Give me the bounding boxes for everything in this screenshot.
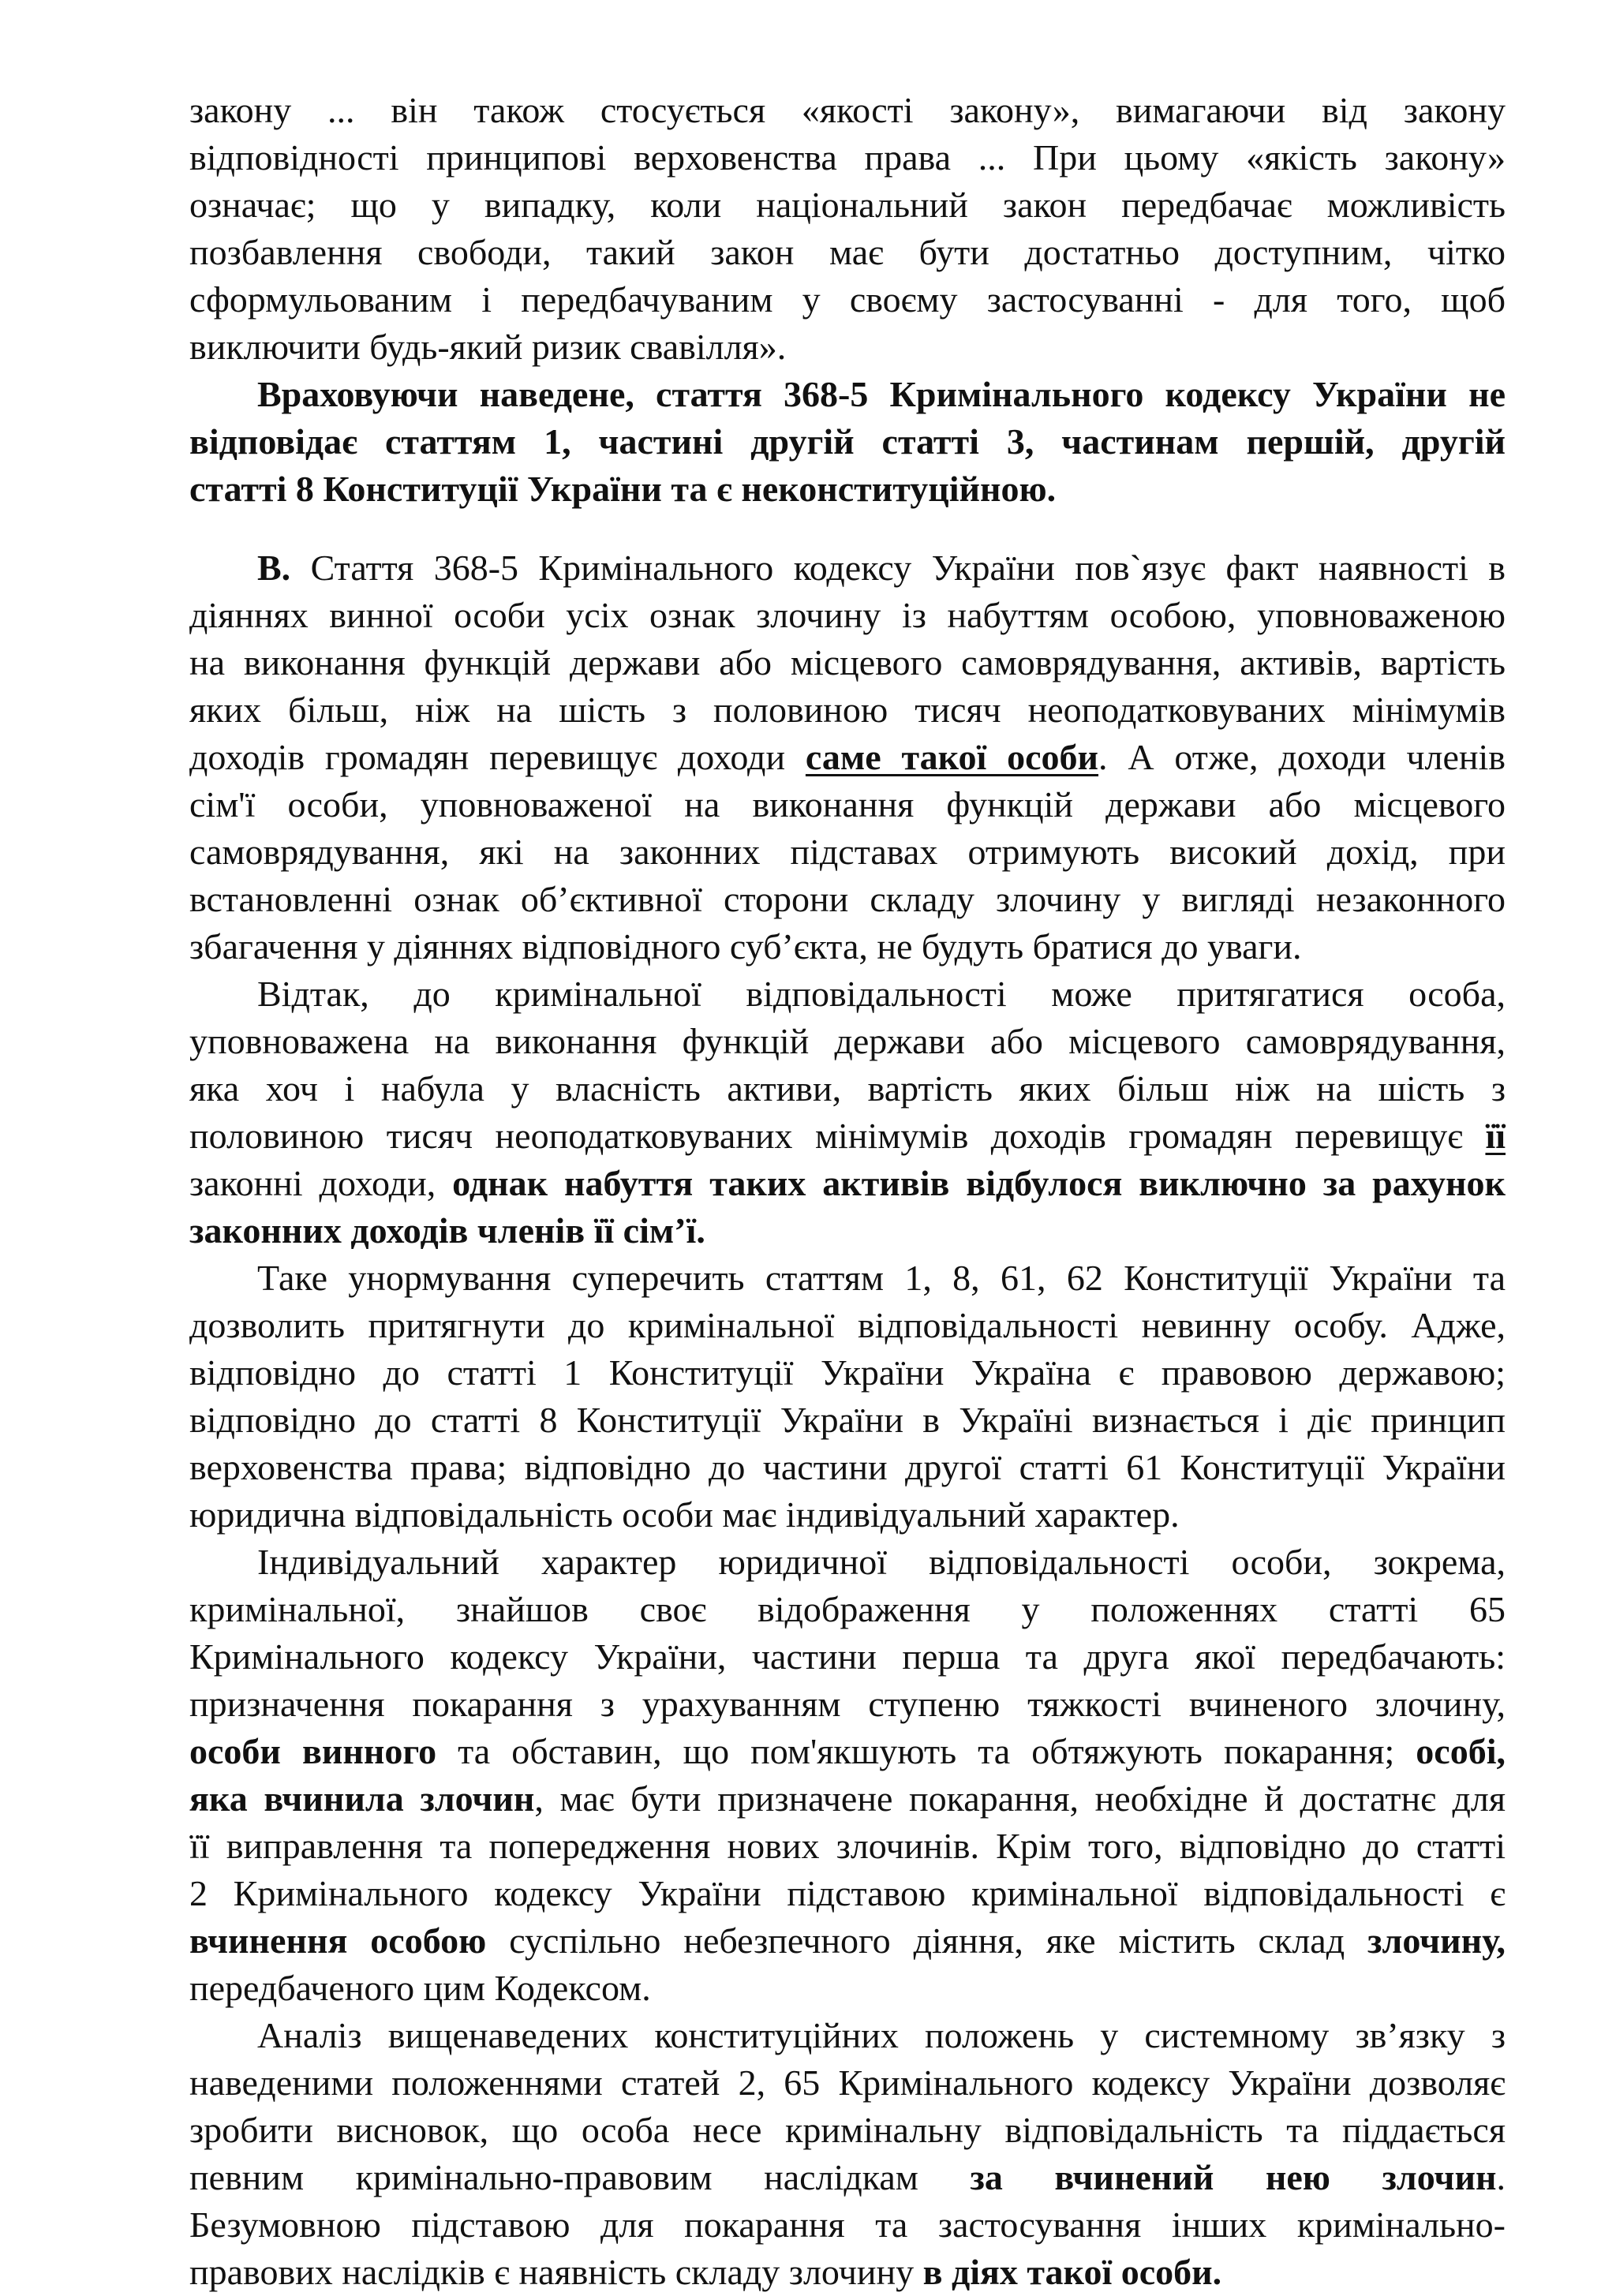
text-line	[189, 181, 1506, 229]
text-line	[189, 1917, 1506, 1965]
text-run: передбаченого цим Кодексом.	[189, 1968, 651, 2008]
bold-run: за вчинений нею злочин	[970, 2157, 1497, 2197]
text-run: законні доходи,	[189, 1163, 453, 1203]
text-run: юридична відповідальність особи має індивідуальний характер.	[189, 1494, 1180, 1535]
text-run: Кримінального кодексу України, частини перша та друга якої передбачають:	[189, 1636, 1506, 1677]
text-line	[189, 2154, 1506, 2201]
text-run: певним кримінально-правовим наслідкам	[189, 2157, 971, 2197]
text-run: яка хоч і набула у власність активи, вартість яких більш ніж на шість з	[189, 1068, 1506, 1109]
document-page	[189, 87, 1506, 2296]
text-line	[189, 466, 1506, 513]
text-run: та обставин, що пом'якшують та обтяжують покарання;	[436, 1731, 1416, 1771]
text-run: закону ... він також стосується «якості закону», вимагаючи від закону	[189, 90, 1506, 130]
paragraph-conclusion	[189, 371, 1506, 513]
text-line	[189, 639, 1506, 686]
text-run: діяннях винної особи усіх ознак злочину із набуттям особою, уповноваженою	[189, 595, 1506, 635]
text-line	[189, 1728, 1506, 1775]
paragraph-contradicts	[189, 1255, 1506, 1539]
bold-run: статті 8 Конституції України та є неконституційною.	[189, 469, 1057, 509]
text-line	[189, 418, 1506, 466]
text-line	[189, 1681, 1506, 1728]
text-run: призначення покарання з урахуванням ступеню тяжкості вчиненого злочину,	[189, 1684, 1506, 1724]
text-run: Таке унормування суперечить статтям 1, 8, 61, 62 Конституції України та	[257, 1258, 1506, 1298]
bold-underlined-run: її	[1485, 1116, 1506, 1156]
text-line	[189, 1633, 1506, 1681]
text-run: сім'ї особи, уповноваженої на виконання функцій держави або місцевого	[189, 784, 1506, 825]
text-run: суспільно небезпечного діяння, яке містить склад	[486, 1920, 1368, 1961]
text-line	[189, 1965, 1506, 2012]
bold-run: законних доходів членів її сім’ї.	[189, 1210, 705, 1251]
text-line	[189, 734, 1506, 781]
text-line	[189, 276, 1506, 323]
text-line	[189, 686, 1506, 734]
text-line	[189, 1397, 1506, 1444]
text-line	[189, 1160, 1506, 1207]
text-line	[189, 1207, 1506, 1255]
text-line	[189, 1444, 1506, 1491]
bold-run: в діях такої особи.	[922, 2252, 1222, 2292]
bold-run: однак набуття таких активів відбулося виключно за рахунок	[452, 1163, 1506, 1203]
text-run: самоврядування, які на законних підставах отримують високий дохід, при	[189, 832, 1506, 872]
text-line	[189, 1255, 1506, 1302]
paragraph-section-b	[189, 544, 1506, 970]
bold-run: вчинення особою	[189, 1920, 487, 1961]
text-line	[189, 229, 1506, 276]
text-line	[189, 1065, 1506, 1112]
paragraph-individual	[189, 1539, 1506, 2012]
bold-run: Враховуючи наведене, стаття 368-5 Кримінального кодексу України не	[257, 374, 1506, 414]
text-run: дозволить притягнути до кримінальної відповідальності невинну особу. Адже,	[189, 1305, 1506, 1345]
text-run: .	[1496, 2157, 1506, 2197]
text-run: 2 Кримінального кодексу України підставою кримінальної відповідальності є	[189, 1873, 1506, 1913]
text-line	[189, 781, 1506, 828]
text-line	[189, 2249, 1506, 2296]
section-marker: В.	[257, 548, 291, 588]
bold-run: особи винного	[189, 1731, 437, 1771]
text-line	[189, 2201, 1506, 2249]
text-line	[189, 1491, 1506, 1539]
text-run: на виконання функцій держави або місцевого самоврядування, активів, вартість	[189, 642, 1506, 682]
text-line	[189, 1586, 1506, 1633]
text-run: відповідності принципові верховенства права ... При цьому «якість закону»	[189, 137, 1506, 178]
text-run: виключити будь-який ризик свавілля».	[189, 327, 787, 367]
text-run: правових наслідків є наявність складу злочину	[189, 2252, 923, 2292]
text-run: наведеними положеннями статей 2, 65 Кримінального кодексу України дозволяє	[189, 2062, 1506, 2103]
text-run: Відтак, до кримінальної відповідальності може притягатися особа,	[257, 974, 1506, 1014]
text-run: . А отже, доходи членів	[1098, 737, 1506, 777]
text-line	[189, 2012, 1506, 2059]
text-line	[189, 923, 1506, 970]
bold-run: яка вчинила злочин	[189, 1778, 535, 1819]
section-gap	[189, 513, 1506, 544]
text-run: Аналіз вищенаведених конституційних положень у системному зв’язку з	[257, 2015, 1506, 2055]
text-run: встановленні ознак об’єктивної сторони складу злочину у вигляді незаконного	[189, 879, 1506, 919]
text-run: збагачення у діяннях відповідного суб’єкта, не будуть братися до уваги.	[189, 926, 1302, 967]
text-line	[189, 2107, 1506, 2154]
text-run: половиною тисяч неоподатковуваних мінімумів доходів громадян перевищує	[189, 1116, 1486, 1156]
bold-run: відповідає статтям 1, частині другій статті 3, частинам першій, другій	[189, 421, 1506, 462]
text-run: Безумовною підставою для покарання та застосування інших кримінально-	[189, 2204, 1506, 2245]
text-line	[189, 134, 1506, 181]
text-line	[189, 87, 1506, 134]
text-run: Індивідуальний характер юридичної відповідальності особи, зокрема,	[257, 1542, 1506, 1582]
text-line	[189, 970, 1506, 1018]
bold-underlined-run: саме такої особи	[805, 737, 1099, 777]
text-run: верховенства права; відповідно до частини другої статті 61 Конституції України	[189, 1447, 1506, 1487]
text-line	[189, 2059, 1506, 2107]
text-run: сформульованим і передбачуваним у своєму застосуванні - для того, щоб	[189, 279, 1506, 320]
text-line	[189, 371, 1506, 418]
paragraph-analysis	[189, 2012, 1506, 2296]
text-line	[189, 1823, 1506, 1870]
text-line	[189, 1349, 1506, 1397]
paragraph-quote-tail	[189, 87, 1506, 371]
text-line	[189, 1870, 1506, 1917]
text-run: відповідно до статті 8 Конституції України в Україні визнається і діє принцип	[189, 1400, 1506, 1440]
text-line	[189, 1018, 1506, 1065]
text-line	[189, 828, 1506, 876]
text-line	[189, 323, 1506, 371]
text-run: доходів громадян перевищує доходи	[189, 737, 806, 777]
text-run: уповноважена на виконання функцій держави або місцевого самоврядування,	[189, 1021, 1506, 1061]
text-run: позбавлення свободи, такий закон має бути достатньо доступним, чітко	[189, 232, 1506, 272]
text-run: Стаття 368-5 Кримінального кодексу України пов`язує факт наявності в	[290, 548, 1506, 588]
text-line	[189, 876, 1506, 923]
text-run: , має бути призначене покарання, необхідне й достатнє для	[534, 1778, 1506, 1819]
bold-run: злочину,	[1367, 1920, 1506, 1961]
text-run: яких більш, ніж на шість з половиною тисяч неоподатковуваних мінімумів	[189, 690, 1506, 730]
text-line	[189, 1302, 1506, 1349]
text-line	[189, 1539, 1506, 1586]
text-run: зробити висновок, що особа несе кримінальну відповідальність та піддається	[189, 2110, 1506, 2150]
text-line	[189, 592, 1506, 639]
bold-run: особі,	[1416, 1731, 1506, 1771]
text-run: означає; що у випадку, коли національний закон передбачає можливість	[189, 185, 1506, 225]
paragraph-therefore	[189, 970, 1506, 1255]
text-run: її виправлення та попередження нових злочинів. Крім того, відповідно до статті	[189, 1826, 1506, 1866]
text-run: кримінальної, знайшов своє відображення у положеннях статті 65	[189, 1589, 1506, 1629]
text-line	[189, 544, 1506, 592]
text-line	[189, 1775, 1506, 1823]
text-run: відповідно до статті 1 Конституції України Україна є правовою державою;	[189, 1352, 1506, 1393]
text-line	[189, 1112, 1506, 1160]
